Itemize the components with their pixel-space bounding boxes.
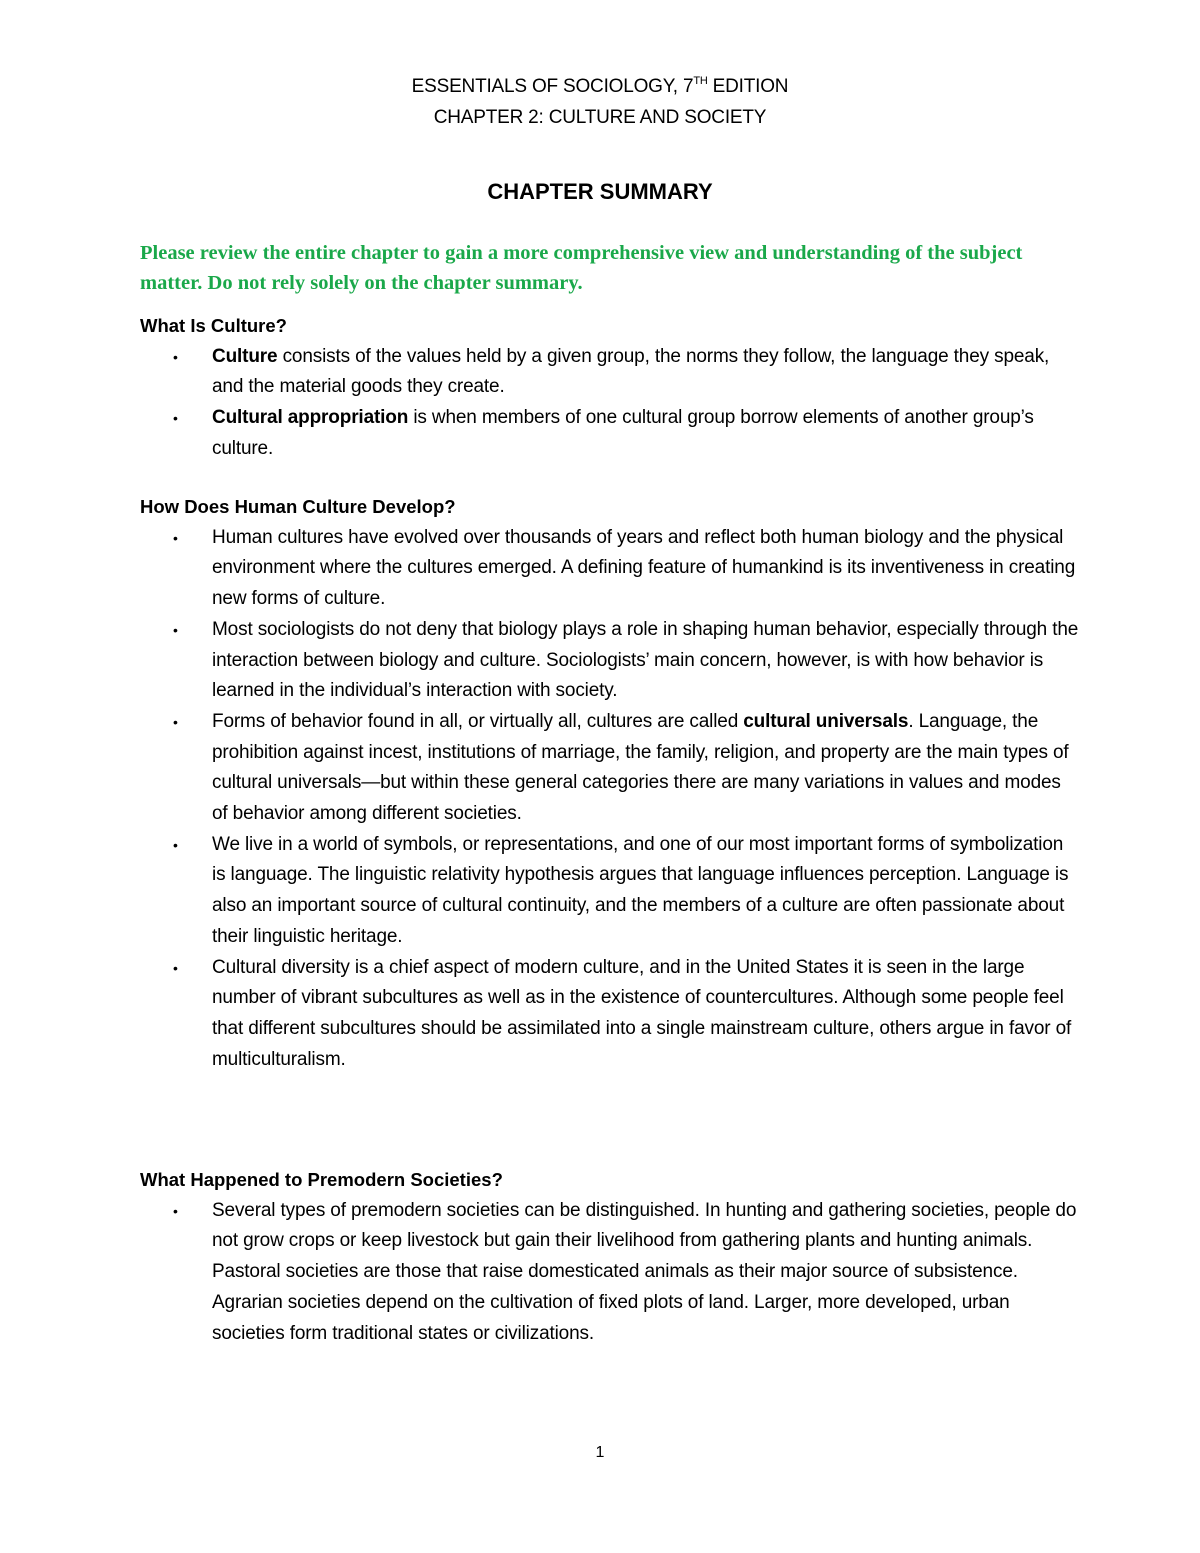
list-item — [140, 830, 1080, 953]
list-item — [140, 1196, 1080, 1350]
book-title-suffix: EDITION — [707, 76, 789, 97]
bullet-list — [140, 342, 1080, 465]
bullet-text: consists of the values held by a given group, the norms they follow, the language they speak, and the material goods they create. — [212, 345, 1050, 398]
section-premodern-societies — [140, 1165, 1080, 1349]
list-item — [140, 953, 1080, 1076]
bullet-list — [140, 1196, 1080, 1350]
bullet-text: Several types of premodern societies can be distinguished. In hunting and gathering societies, people do not grow crops or keep livestock but gain their livelihood from gathering plants and hunting animals. Pastoral societies are those that raise domesticated animals as their major source of subsistence. Agrarian societies depend on the cultivation of fixed plots of land. Larger, more developed, urban societies form traditional states or civilizations. — [212, 1199, 1077, 1344]
section-heading: What Happened to Premodern Societies? — [140, 1169, 503, 1190]
list-item — [140, 403, 1080, 464]
term: cultural universals — [743, 710, 909, 732]
bullet-list — [140, 523, 1080, 1076]
list-item — [140, 523, 1080, 615]
bullet-text: Human cultures have evolved over thousands of years and reflect both human biology and the physical environment where the cultures emerged. A defining feature of humankind is its inventiveness in creating new forms of culture. — [212, 526, 1076, 610]
section-heading: What Is Culture? — [140, 315, 287, 336]
term: Cultural appropriation — [212, 407, 409, 429]
list-item — [140, 615, 1080, 707]
bullet-text: is when members of one cultural group borrow elements of another group’s culture. — [212, 407, 1034, 459]
bullet-icon: • — [173, 713, 178, 730]
bullet-icon: • — [173, 348, 178, 365]
chapter-title: CHAPTER 2: CULTURE AND SOCIETY — [433, 107, 767, 128]
bullet-icon: • — [173, 410, 178, 427]
list-item — [140, 342, 1080, 403]
bullet-icon: • — [173, 836, 178, 853]
bullet-icon: • — [173, 959, 178, 976]
book-title-superscript: TH — [693, 75, 708, 87]
book-title-prefix: ESSENTIALS OF SOCIOLOGY, 7 — [411, 76, 694, 97]
bullet-icon: • — [173, 621, 178, 638]
page-number: 1 — [595, 1444, 605, 1461]
book-title — [0, 75, 1200, 99]
bullet-text: Cultural diversity is a chief aspect of modern culture, and in the United States it is seen in the large number of vibrant subcultures as well as in the existence of countercultures. Although some people feel that different subcultures should be assimilated into a single mainstream culture, others argue in favor of multiculturalism. — [212, 956, 1072, 1070]
bullet-text: We live in a world of symbols, or representations, and one of our most important forms of symbolization is language. The linguistic relativity hypothesis argues that language influences perception. Language is also an important source of cultural continuity, and the members of a culture are often passionate about their linguistic heritage. — [212, 833, 1069, 947]
bullet-text: . Language, the prohibition against incest, institutions of marriage, the family, religion, and property are the main types of cultural universals—but within these general categories there are many variations in values and modes of behavior among different societies. — [212, 710, 1069, 825]
summary-title: CHAPTER SUMMARY — [487, 179, 713, 204]
bullet-text-before: Forms of behavior found in all, or virtually all, cultures are called — [212, 710, 744, 732]
section-human-culture-develop — [140, 492, 1080, 1075]
bullet-text: Most sociologists do not deny that biology plays a role in shaping human behavior, especially through the interaction between biology and culture. Sociologists’ main concern, however, is with how behavior is learned in the individual’s interaction with society. — [212, 618, 1079, 702]
bullet-icon: • — [173, 529, 178, 546]
bullet-icon: • — [173, 1202, 178, 1219]
term: Culture — [212, 345, 278, 367]
review-notice: Please review the entire chapter to gain a more comprehensive view and understanding of the subject matter. Do not rely solely on the chapter summary. — [140, 242, 1023, 294]
section-heading: How Does Human Culture Develop? — [140, 496, 456, 517]
section-what-is-culture — [140, 311, 1080, 465]
list-item — [140, 707, 1080, 830]
